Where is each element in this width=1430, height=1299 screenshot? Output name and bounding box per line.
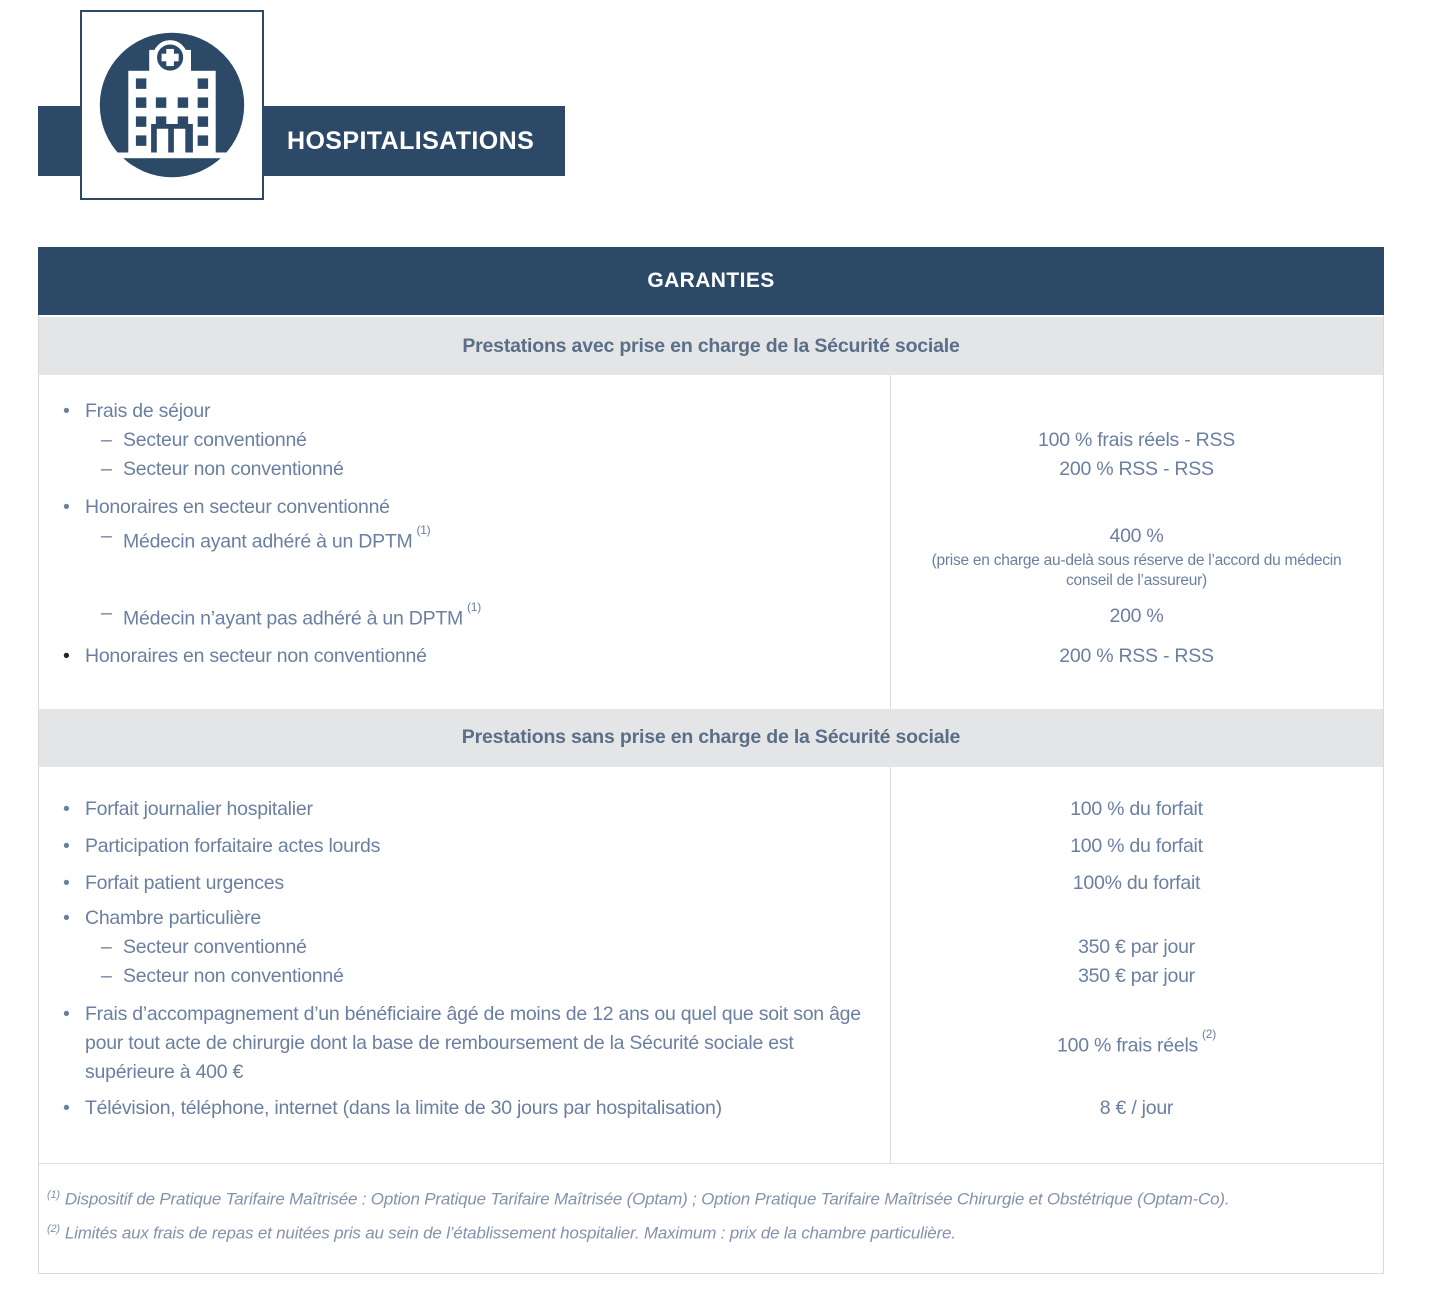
table-row	[39, 1094, 1383, 1123]
table-row	[39, 522, 1383, 591]
section2-subtitle: Prestations sans prise en charge de la Sécurité sociale	[39, 709, 1383, 767]
bullet-icon: •	[63, 400, 70, 422]
row-value: 100 % frais réels - RSS	[1038, 429, 1235, 451]
row-label: Secteur conventionné	[123, 935, 307, 958]
value-note: conseil de l’assureur)	[1066, 572, 1207, 589]
footnote-text: Dispositif de Pratique Tarifaire Maîtrisée : Option Pratique Tarifaire Maîtrisée (Optam) ; Option Pratique Tarifaire Maîtrisée Chirurgie et Obstétrique (Optam-Co).	[64, 1189, 1230, 1209]
dash-icon: –	[101, 602, 112, 624]
table-row	[39, 962, 1383, 991]
row-value: 200 % RSS - RSS	[1059, 644, 1214, 667]
bullet-icon: •	[63, 644, 70, 667]
row-label: Secteur non conventionné	[123, 964, 344, 987]
dash-icon: –	[101, 458, 112, 480]
footnote-ref: (2)	[1202, 1026, 1216, 1041]
bullet-icon: •	[63, 906, 70, 929]
row-value: 100% du forfait	[1072, 871, 1201, 894]
footnote-text: Limités aux frais de repas et nuitées pris au sein de l’établissement hospitalier. Maximum : prix de la chambre particulière.	[64, 1223, 956, 1243]
table-row	[39, 904, 1383, 933]
row-value: 400 % (prise en charge au-delà sous réserve de l’accord du médecin conseil de l’assureur)	[931, 525, 1342, 589]
row-label: Secteur non conventionné	[123, 458, 344, 480]
garanties-table	[38, 247, 1384, 1274]
dash-icon: –	[101, 429, 112, 451]
row-value: 200 % RSS - RSS	[1059, 458, 1214, 480]
table-row	[39, 426, 1383, 455]
table-row	[39, 642, 1383, 671]
row-label: Chambre particulière	[85, 906, 261, 929]
table-row	[39, 397, 1383, 426]
banner-title: HOSPITALISATIONS	[287, 126, 535, 155]
row-value: 350 € par jour	[1078, 964, 1195, 987]
row-label: Frais de séjour	[85, 400, 211, 422]
row-label: Médecin n’ayant pas adhéré à un DPTM$^{(1)}$	[123, 600, 481, 630]
hospital-building-icon	[96, 29, 248, 181]
footnote-1	[47, 1180, 1359, 1215]
dash-icon: –	[101, 525, 112, 547]
value-note: (prise en charge au-delà sous réserve de l’accord du médecin	[931, 552, 1342, 569]
table-row	[39, 795, 1383, 824]
row-value	[890, 904, 1383, 933]
row-label: Frais d’accompagnement d’un bénéficiaire âgé de moins de 12 ans ou quel que soit son âge pour tout acte de chirurgie dont la base de remboursement de la Sécurité sociale est supérieure à 400 €	[85, 1002, 861, 1083]
table-row	[39, 1000, 1383, 1087]
table-row	[39, 599, 1383, 634]
dash-icon: –	[101, 964, 112, 987]
row-label: Honoraires en secteur non conventionné	[85, 644, 427, 667]
row-label: Secteur conventionné	[123, 429, 307, 451]
table-row	[39, 493, 1383, 522]
section1-body	[39, 375, 1383, 709]
bullet-icon: •	[63, 797, 70, 820]
table-row	[39, 933, 1383, 962]
table-header: GARANTIES	[38, 247, 1384, 315]
bullet-icon: •	[63, 1096, 70, 1119]
value-with-ref: 100 % frais réels$^{(2)}$	[1057, 1026, 1216, 1057]
row-label: Forfait patient urgences	[85, 871, 284, 894]
section1-subtitle: Prestations avec prise en charge de la Sécurité sociale	[39, 317, 1383, 375]
row-label: Participation forfaitaire actes lourds	[85, 834, 381, 857]
row-label: Médecin ayant adhéré à un DPTM$^{(1)}$	[123, 523, 431, 553]
row-label: Télévision, téléphone, internet (dans la limite de 30 jours par hospitalisation)	[85, 1096, 722, 1119]
footnote-marker: (1)	[47, 1188, 60, 1201]
section2-body	[39, 767, 1383, 1163]
row-value: 100 % du forfait	[1070, 797, 1203, 820]
dash-icon: –	[101, 935, 112, 958]
row-value: 100 % du forfait	[1070, 834, 1203, 857]
row-value: 350 € par jour	[1078, 935, 1195, 958]
row-value	[890, 397, 1383, 426]
bullet-icon: •	[63, 496, 70, 518]
hospital-icon-box	[80, 10, 264, 200]
row-label: Honoraires en secteur conventionné	[85, 496, 390, 518]
footnote-ref: (1)	[416, 523, 431, 537]
footnote-ref: (1)	[467, 600, 481, 614]
footnote-marker: (2)	[47, 1223, 60, 1236]
bullet-icon: •	[63, 1002, 70, 1025]
bullet-icon: •	[63, 834, 70, 857]
row-label: Forfait journalier hospitalier	[85, 797, 313, 820]
row-value	[890, 1000, 1383, 1087]
row-value	[890, 493, 1383, 522]
footnote-2	[47, 1214, 1359, 1249]
bullet-icon: •	[63, 871, 70, 894]
table-row	[39, 455, 1383, 484]
row-value: 8 € / jour	[1099, 1096, 1174, 1119]
table-row	[39, 832, 1383, 861]
table-row	[39, 869, 1383, 898]
row-value: 200 %	[1109, 604, 1164, 627]
footnotes	[39, 1163, 1383, 1273]
